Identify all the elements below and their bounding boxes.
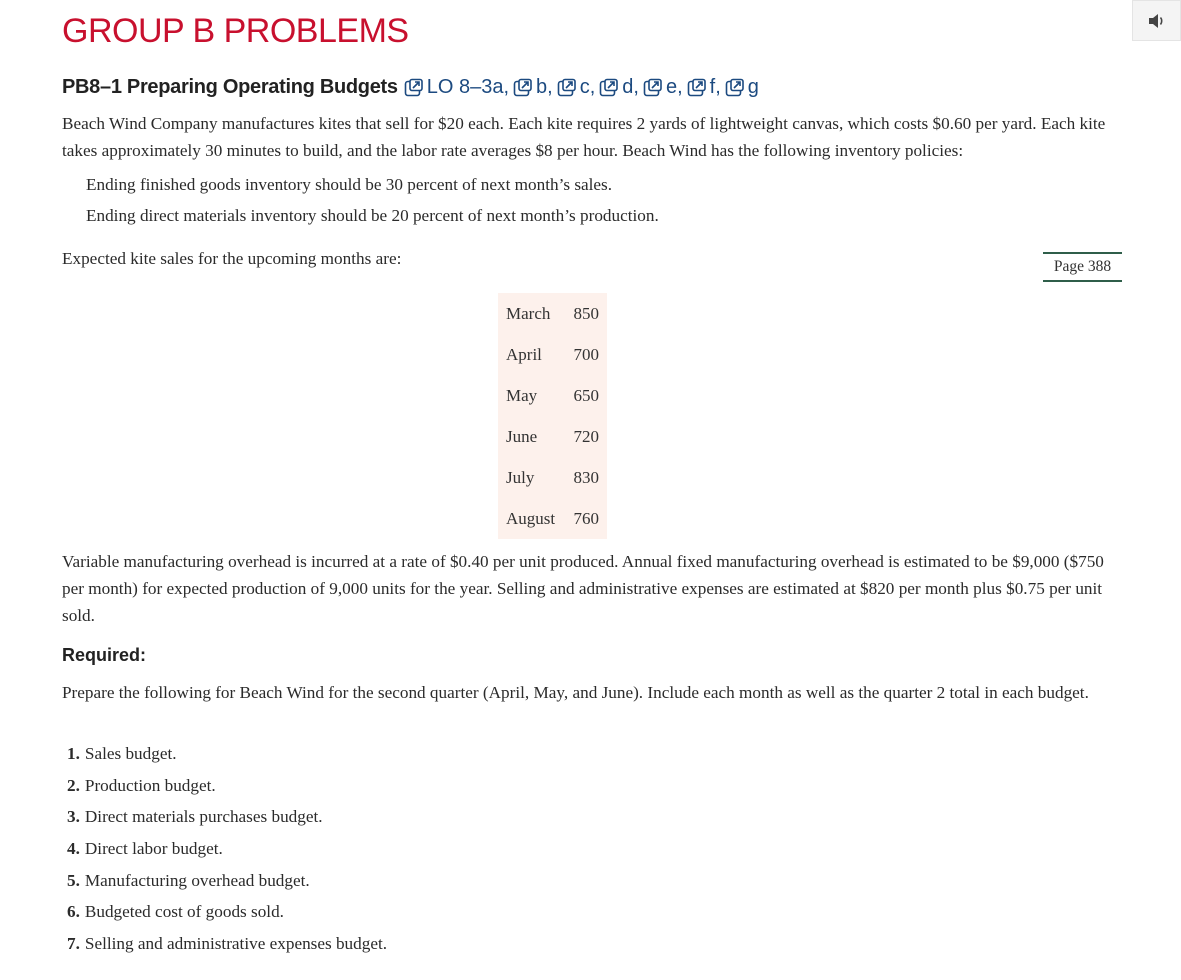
sales-units: 700 — [573, 344, 599, 364]
policy-finished-goods: Ending finished goods inventory should be 30 percent of next month’s sales. — [86, 175, 613, 194]
lo-link-label: f — [709, 76, 716, 98]
sales-units: 760 — [573, 508, 599, 528]
section-title: GROUP B PROBLEMS — [62, 12, 409, 50]
intro-paragraph: Beach Wind Company manufactures kites that sell for $20 each. Each kite requires 2 yards of lightweight canvas, which costs $0.60 per yard. Each kite takes approximately 30 minutes to build, and the labor rate averages $8 per hour. Beach Wind has the following inventory policies: — [62, 114, 1106, 160]
lo-link-label: b — [536, 76, 548, 98]
lo-separator: , — [503, 76, 510, 98]
external-link-icon — [404, 78, 424, 98]
sales-units: 850 — [573, 303, 599, 323]
external-link-icon — [513, 78, 533, 98]
sales-month: March — [506, 303, 551, 323]
lo-link-label: LO 8–3a — [426, 76, 504, 98]
sales-units: 720 — [573, 426, 599, 446]
required-label: Required: — [62, 645, 147, 665]
lo-separator: , — [715, 76, 721, 98]
sales-month: August — [506, 508, 556, 528]
budget-number: 7. — [67, 934, 80, 954]
sales-month: July — [506, 467, 535, 487]
lo-link-6[interactable] — [725, 76, 759, 99]
external-link-icon — [599, 78, 619, 98]
sales-row — [498, 457, 607, 498]
audio-button[interactable] — [1132, 0, 1181, 41]
budget-number: 1. — [67, 744, 80, 763]
sales-table — [498, 293, 607, 539]
budget-text: Direct labor budget. — [84, 839, 223, 859]
lo-separator: , — [589, 76, 596, 98]
sales-row — [498, 375, 607, 416]
budget-list — [67, 741, 387, 963]
budget-text: Direct materials purchases budget. — [84, 807, 323, 827]
budget-item — [67, 741, 387, 773]
problem-title: PB8–1 Preparing Operating Budgets — [62, 76, 398, 98]
lo-link-3[interactable] — [599, 76, 633, 99]
external-link-icon — [643, 78, 663, 98]
sales-month: May — [506, 385, 538, 405]
budget-number: 4. — [67, 839, 80, 859]
budget-text: Selling and administrative expenses budget. — [84, 934, 388, 954]
budget-text: Production budget. — [84, 775, 216, 795]
budget-number: 6. — [67, 902, 80, 922]
budget-text: Sales budget. — [84, 744, 177, 763]
sales-units: 830 — [573, 467, 599, 487]
budget-item — [67, 931, 387, 963]
expected-sales-label: Expected kite sales for the upcoming months are: — [62, 249, 402, 268]
lo-link-0[interactable] — [404, 76, 504, 99]
lo-separator: , — [633, 76, 639, 98]
lo-link-5[interactable] — [687, 76, 716, 99]
budget-number: 2. — [67, 775, 80, 795]
lo-link-label: d — [622, 76, 634, 98]
page-marker: Page 388 — [1043, 252, 1122, 282]
sales-row — [498, 293, 607, 334]
lo-link-label: e — [665, 76, 678, 98]
learning-objective-links — [404, 76, 763, 99]
budget-item — [67, 773, 387, 805]
external-link-icon — [687, 78, 707, 98]
sales-row — [498, 498, 607, 539]
lo-link-label: c — [579, 76, 590, 98]
budget-item — [67, 868, 387, 900]
lo-link-4[interactable] — [643, 76, 677, 99]
external-link-icon — [725, 78, 745, 98]
lo-separator: , — [547, 76, 553, 98]
speaker-icon — [1148, 13, 1166, 29]
policy-direct-materials: Ending direct materials inventory should be 20 percent of next month’s production. — [86, 206, 659, 225]
budget-number: 5. — [67, 870, 80, 890]
overhead-paragraph: Variable manufacturing overhead is incurred at a rate of $0.40 per unit produced. Annual fixed manufacturing overhead is estimated to be $9,000 ($750 per month) for expected production of 9,000 units for the year. Selling and administrative expenses are estimated at $820 per month plus $0.75 per unit sold. — [62, 552, 1104, 625]
budget-number: 3. — [67, 807, 80, 827]
budget-text: Budgeted cost of goods sold. — [84, 902, 284, 922]
sales-row — [498, 334, 607, 375]
lo-link-1[interactable] — [513, 76, 547, 99]
lo-link-label: g — [747, 76, 759, 98]
lo-link-2[interactable] — [557, 76, 590, 99]
budget-item — [67, 836, 387, 868]
required-paragraph: Prepare the following for Beach Wind for the second quarter (April, May, and June). Include each month as well as the quarter 2 total in each budget. — [62, 683, 1089, 702]
problem-heading — [62, 76, 763, 99]
sales-units: 650 — [573, 385, 599, 405]
lo-separator: , — [677, 76, 683, 98]
budget-text: Manufacturing overhead budget. — [84, 870, 310, 890]
sales-month: April — [506, 344, 542, 364]
external-link-icon — [557, 78, 577, 98]
budget-item — [67, 899, 387, 931]
budget-item — [67, 804, 387, 836]
sales-row — [498, 416, 607, 457]
sales-month: June — [506, 426, 538, 446]
